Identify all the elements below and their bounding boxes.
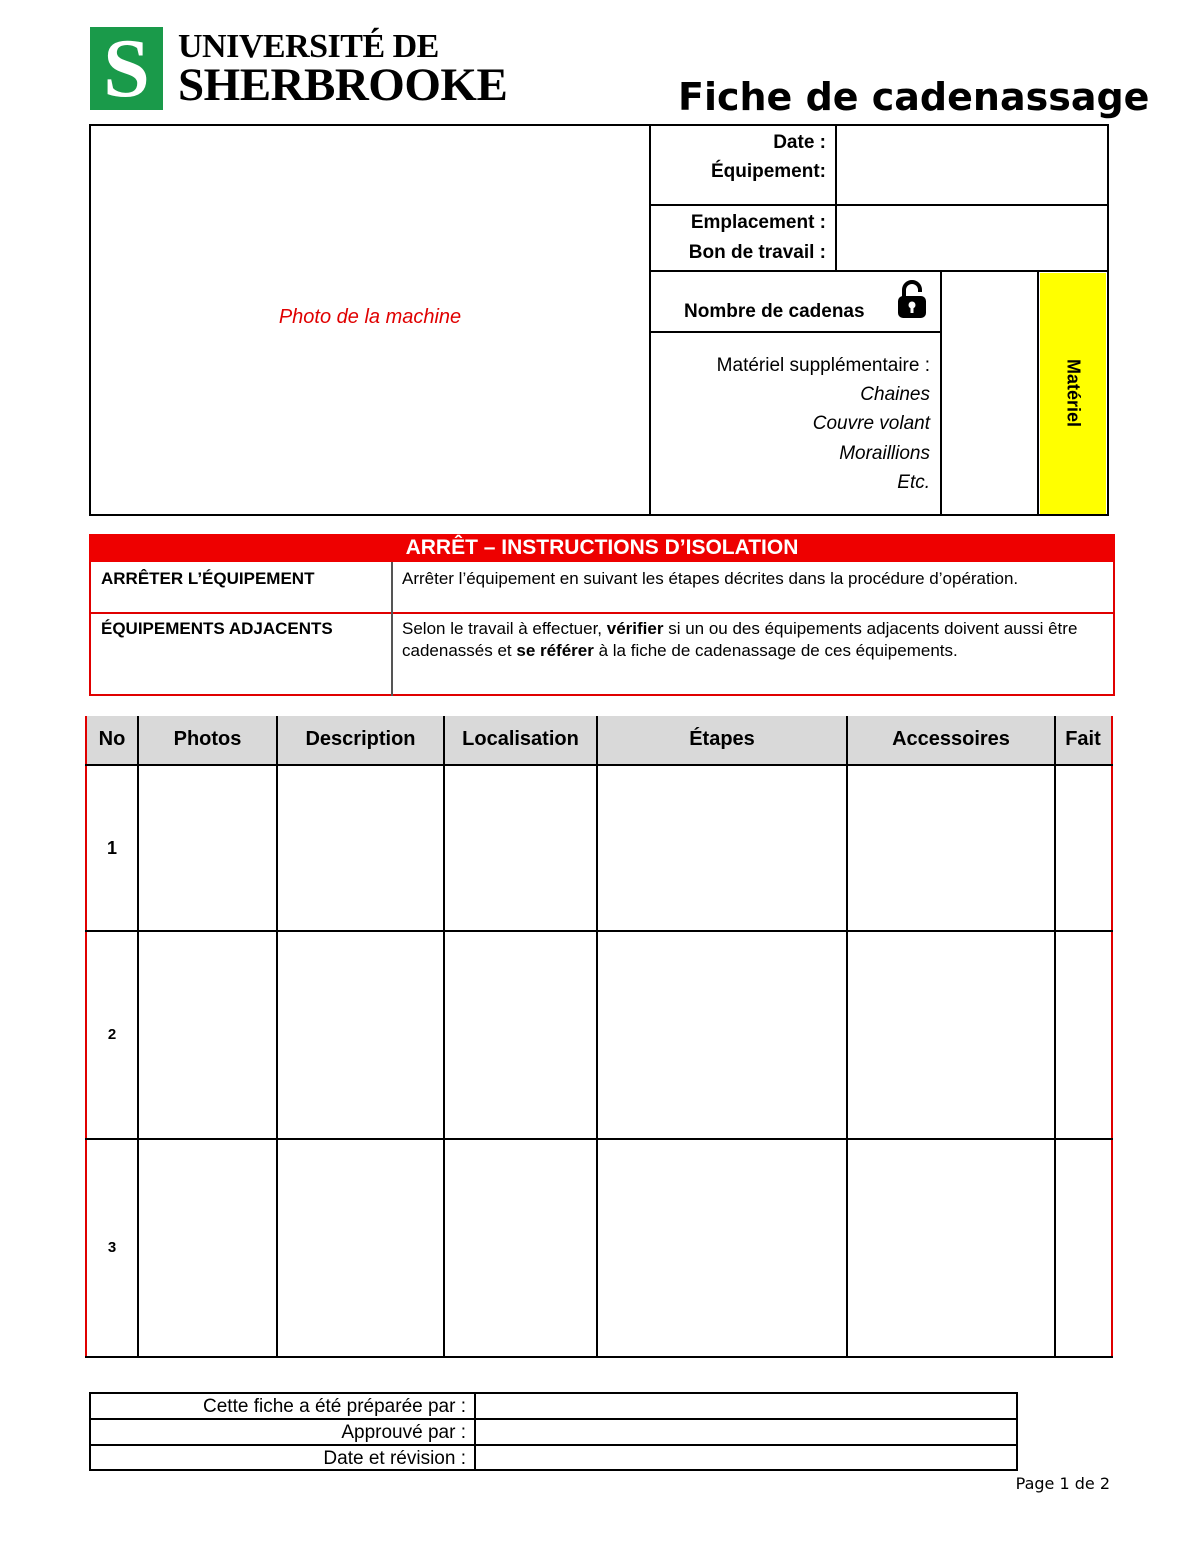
approved-by-label: Approuvé par : [341,1422,466,1443]
arret-row-label: ÉQUIPEMENTS ADJACENTS [101,619,333,638]
table-row-number: 3 [107,1239,117,1256]
divider [846,716,848,1358]
approved-by-field[interactable] [476,1420,1016,1444]
divider [85,1138,1113,1140]
divider [1037,270,1039,516]
materiel-item: Couvre volant [812,413,930,434]
date-equipement-field[interactable] [837,126,1107,204]
logo-letter: S [103,22,150,115]
col-header-photos: Photos [139,716,276,764]
divider [649,331,940,333]
divider [85,764,1113,766]
university-name-line1: UNIVERSITÉ DE [178,28,439,65]
bon-de-travail-label: Bon de travail : [688,242,826,263]
prepared-by-field[interactable] [476,1394,1016,1418]
arret-row-text: Selon le travail à effectuer, vérifier si un ou des équipements adjacents doivent aussi être cadenassés et se référer à la fiche de cadenassage de ces équipements. [402,619,1078,660]
table-row-number: 1 [106,838,117,858]
materiel-supplementaire-label: Matériel supplémentaire : [716,355,930,376]
arret-row-label: ARRÊTER L’ÉQUIPEMENT [101,569,315,588]
divider [1054,716,1056,1358]
nombre-cadenas-field[interactable] [942,272,1037,331]
divider [137,716,139,1358]
emplacement-field[interactable] [837,206,1107,270]
page-number: Page 1 de 2 [1015,1474,1110,1493]
col-header-etapes: Étapes [598,716,846,764]
university-logo [90,22,163,115]
col-header-description: Description [278,716,443,764]
padlock-icon [896,279,928,324]
steps-table [85,716,1113,1358]
divider [443,716,445,1358]
date-revision-field[interactable] [476,1446,1016,1469]
date-label: Date : [773,132,826,153]
col-header-localisation: Localisation [445,716,596,764]
table-row-number: 2 [107,1026,117,1043]
document-title: Fiche de cadenassage [678,75,1150,119]
machine-photo-placeholder: Photo de la machine [278,306,462,328]
arret-heading: ARRÊT – INSTRUCTIONS D’ISOLATION [89,534,1115,562]
divider [85,930,1113,932]
divider [91,612,1113,614]
nombre-cadenas-label: Nombre de cadenas [684,301,865,322]
divider [391,562,393,696]
equipement-label: Équipement: [710,161,826,182]
materiel-side-label: Matériel [1063,358,1084,428]
col-header-fait: Fait [1056,716,1110,764]
divider [649,270,1109,272]
university-name-line2: SHERBROOKE [178,59,508,111]
materiel-item: Etc. [897,472,930,493]
date-revision-label: Date et révision : [323,1448,466,1469]
materiel-side-banner [1040,273,1106,514]
divider [276,716,278,1358]
col-header-no: No [87,716,137,764]
materiel-item: Moraillions [839,443,930,464]
materiel-field[interactable] [942,333,1037,514]
materiel-item: Chaines [860,384,930,405]
prepared-by-label: Cette fiche a été préparée par : [203,1396,466,1417]
arret-row-text: Arrêter l’équipement en suivant les étapes décrites dans la procédure d’opération. [402,569,1019,588]
emplacement-label: Emplacement : [690,212,826,233]
divider [85,1356,1113,1358]
divider [596,716,598,1358]
col-header-accessoires: Accessoires [848,716,1054,764]
